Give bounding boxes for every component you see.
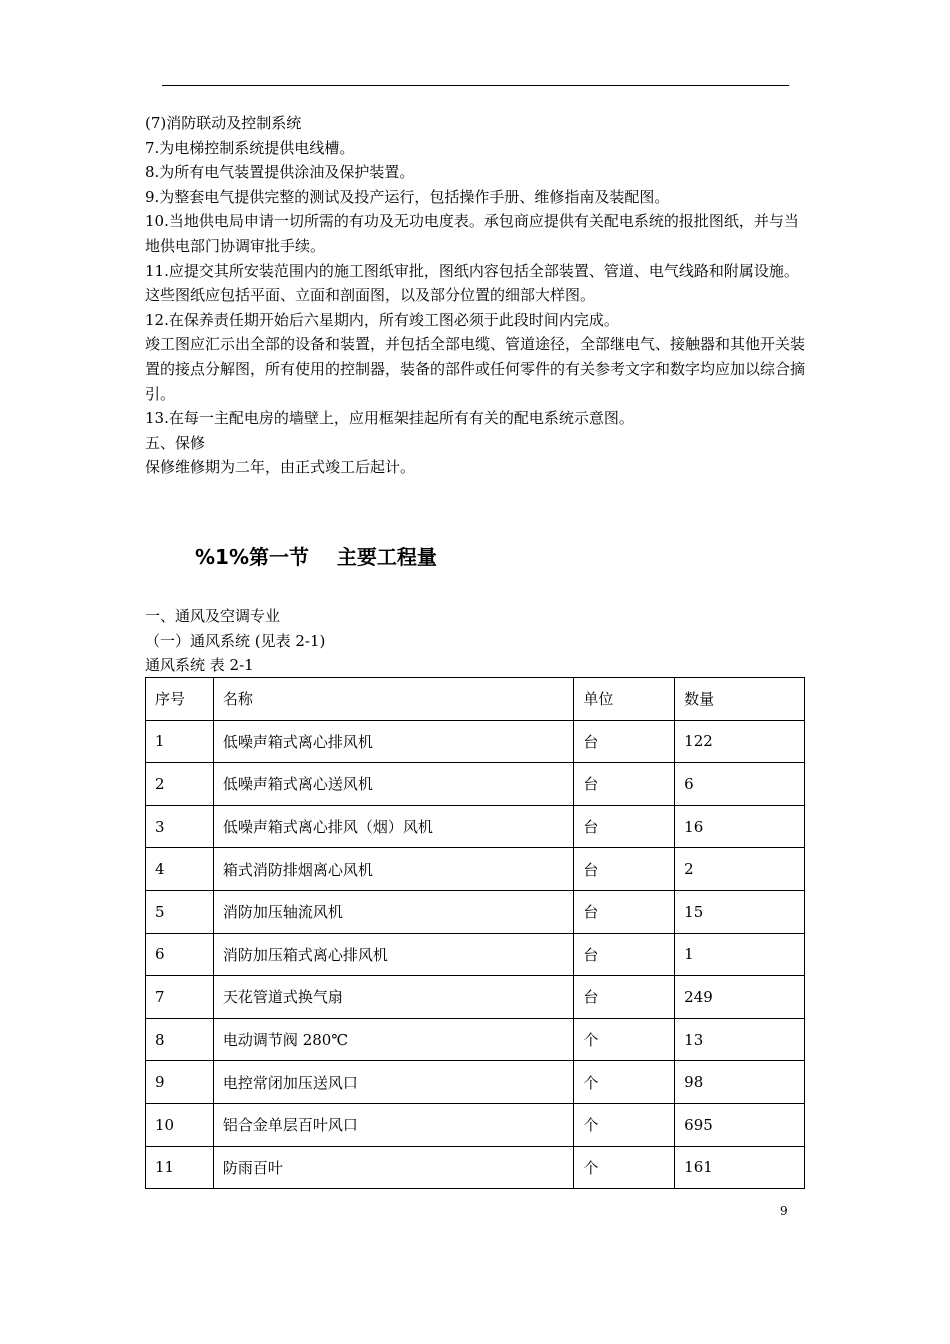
table-cell: 电控常闭加压送风口	[213, 1061, 573, 1104]
table-cell: 10	[146, 1103, 214, 1146]
table-cell: 6	[675, 763, 805, 806]
section-title: %1%第一节 主要工程量	[195, 545, 437, 569]
table-cell: 8	[146, 1018, 214, 1061]
table-cell: 5	[146, 890, 214, 933]
table-cell: 个	[574, 1103, 675, 1146]
table-cell: 台	[574, 848, 675, 891]
header-cell: 单位	[574, 678, 675, 721]
table-row	[146, 805, 805, 848]
table-cell: 11	[146, 1146, 214, 1189]
table-cell: 个	[574, 1061, 675, 1104]
paragraph: 保修维修期为二年，由正式竣工后起计。	[145, 458, 416, 477]
section-heading-warranty: 五、保修	[145, 433, 206, 452]
paragraph: 9.为整套电气提供完整的测试及投产运行，包括操作手册、维修指南及装配图。	[145, 187, 670, 206]
page-number: 9	[780, 1204, 788, 1218]
table-row	[146, 1146, 805, 1189]
table-cell: 2	[675, 848, 805, 891]
table-row	[146, 1018, 805, 1061]
table-cell: 防雨百叶	[213, 1146, 573, 1189]
table-cell: 16	[675, 805, 805, 848]
table-cell: 161	[675, 1146, 805, 1189]
table-cell: 台	[574, 763, 675, 806]
table-row	[146, 1061, 805, 1104]
table-cell: 电动调节阀 280℃	[213, 1018, 573, 1061]
header-cell: 名称	[213, 678, 573, 721]
table-cell: 3	[146, 805, 214, 848]
header-cell: 序号	[146, 678, 214, 721]
paragraph: 12.在保养责任期开始后六星期内，所有竣工图必须于此段时间内完成。	[145, 310, 619, 329]
table-cell: 6	[146, 933, 214, 976]
table-row	[146, 890, 805, 933]
table-cell: 消防加压轴流风机	[213, 890, 573, 933]
table-cell: 695	[675, 1103, 805, 1146]
table-cell: 98	[675, 1061, 805, 1104]
table-cell: 个	[574, 1018, 675, 1061]
table-row	[146, 848, 805, 891]
table-row	[146, 763, 805, 806]
paragraph: 10.当地供电局申请一切所需的有功及无功电度表。承包商应提供有关配电系统的报批图纸，并与当地供电部门协调审批手续。	[145, 212, 799, 255]
table-header-row	[146, 678, 805, 721]
paragraph: 13.在每一主配电房的墙壁上，应用框架挂起所有有关的配电系统示意图。	[145, 409, 634, 428]
table-cell: 台	[574, 805, 675, 848]
paragraph: 11.应提交其所安装范围内的施工图纸审批，图纸内容包括全部装置、管道、电气线路和附属设施。这些图纸应包括平面、立面和剖面图，以及部分位置的细部大样图。	[145, 261, 799, 305]
table-cell: 台	[574, 720, 675, 763]
table-row	[146, 1103, 805, 1146]
table-cell: 台	[574, 976, 675, 1019]
table-cell: 铝合金单层百叶风口	[213, 1103, 573, 1146]
table-cell: 消防加压箱式离心排风机	[213, 933, 573, 976]
paragraph: (7)消防联动及控制系统	[145, 114, 302, 132]
table-cell: 2	[146, 763, 214, 806]
table-cell: 7	[146, 976, 214, 1019]
table-row	[146, 933, 805, 976]
table-cell: 台	[574, 933, 675, 976]
table-cell: 低噪声箱式离心排风机	[213, 720, 573, 763]
table-cell: 箱式消防排烟离心风机	[213, 848, 573, 891]
table-cell: 9	[146, 1061, 214, 1104]
table-caption: 通风系统 表 2-1	[145, 656, 254, 675]
table-cell: 1	[675, 933, 805, 976]
paragraph: 竣工图应汇示出全部的设备和装置，并包括全部电缆、管道途径，全部继电气、接触器和其他开关装置的接点分解图，所有使用的控制器，装备的部件或任何零件的有关参考文字和数字均应加以综合摘引。	[145, 335, 806, 403]
paragraph: 8.为所有电气装置提供涂油及保护装置。	[145, 163, 415, 182]
table-cell: 个	[574, 1146, 675, 1189]
header-rule	[162, 85, 789, 86]
table-row	[146, 976, 805, 1019]
table-cell: 低噪声箱式离心排风（烟）风机	[213, 805, 573, 848]
body-text	[145, 111, 810, 480]
header-cell: 数量	[675, 678, 805, 721]
table-cell: 122	[675, 720, 805, 763]
table-row	[146, 720, 805, 763]
major-heading: 一、通风及空调专业	[145, 607, 281, 625]
system-heading: （一）通风系统 (见表 2-1)	[145, 631, 326, 650]
subheadings	[145, 604, 810, 678]
table-cell: 1	[146, 720, 214, 763]
paragraph: 7.为电梯控制系统提供电线槽。	[145, 138, 355, 157]
table-cell: 4	[146, 848, 214, 891]
table-cell: 天花管道式换气扇	[213, 976, 573, 1019]
table-cell: 台	[574, 890, 675, 933]
table-cell: 低噪声箱式离心送风机	[213, 763, 573, 806]
table-cell: 249	[675, 976, 805, 1019]
table-cell: 13	[675, 1018, 805, 1061]
table-cell: 15	[675, 890, 805, 933]
ventilation-table	[145, 677, 805, 1189]
